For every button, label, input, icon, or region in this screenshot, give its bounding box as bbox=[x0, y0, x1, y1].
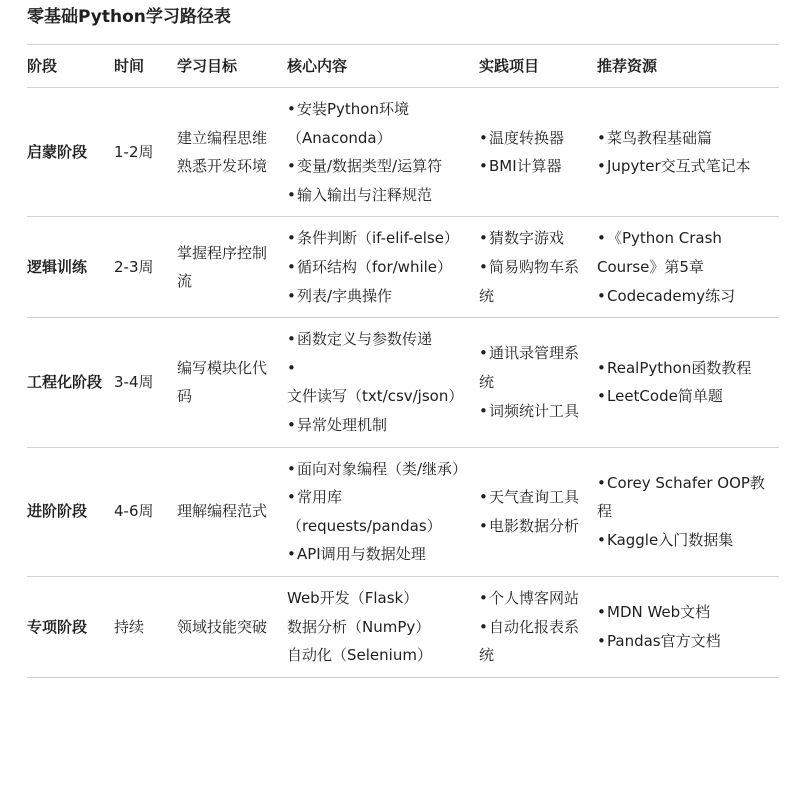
list-item bbox=[479, 124, 587, 153]
list-item-text: 常用库（requests/pandas） bbox=[287, 488, 442, 535]
list-item bbox=[479, 397, 587, 426]
list-item-text: 文件读写（txt/csv/json） bbox=[287, 387, 464, 406]
goals-cell bbox=[177, 217, 287, 318]
list-item bbox=[479, 483, 587, 512]
list-item-text: 循环结构（for/while） bbox=[297, 257, 453, 276]
list-item bbox=[597, 469, 769, 526]
bullet-icon: • bbox=[597, 358, 606, 377]
bullet-icon: • bbox=[597, 229, 606, 248]
list-item bbox=[177, 239, 277, 296]
list-item bbox=[287, 613, 469, 642]
table-body bbox=[27, 88, 779, 678]
projects-cell bbox=[479, 576, 597, 677]
list-item bbox=[177, 124, 277, 153]
list-item-text: 函数定义与参数传递 bbox=[297, 330, 433, 349]
table-row bbox=[27, 217, 779, 318]
list-item bbox=[479, 512, 587, 541]
goals-cell bbox=[177, 318, 287, 447]
list-item bbox=[177, 152, 277, 181]
list-item bbox=[597, 224, 769, 281]
time-cell: 2-3周 bbox=[114, 257, 154, 276]
list-item bbox=[597, 354, 769, 383]
header-row bbox=[27, 45, 779, 88]
content-cell bbox=[287, 576, 479, 677]
resources-cell bbox=[597, 447, 779, 576]
list-item-text: 输入输出与注释规范 bbox=[297, 185, 433, 204]
bullet-icon: • bbox=[479, 157, 488, 176]
list-item bbox=[597, 282, 769, 311]
bullet-icon: • bbox=[287, 545, 296, 564]
table-row bbox=[27, 318, 779, 447]
list-item-text: 猜数字游戏 bbox=[489, 229, 565, 248]
header-stage: 阶段 bbox=[27, 45, 114, 88]
list-item bbox=[287, 181, 469, 210]
list-item-text: 熟悉开发环境 bbox=[177, 157, 268, 176]
list-item-text: 建立编程思维 bbox=[177, 128, 268, 147]
bullet-icon: • bbox=[479, 344, 488, 363]
list-item-text: 自动化报表系统 bbox=[479, 617, 580, 665]
bullet-icon: • bbox=[287, 185, 296, 204]
list-item-text: 个人博客网站 bbox=[489, 588, 580, 607]
page-title: 零基础Python学习路径表 bbox=[27, 7, 231, 27]
list-item bbox=[287, 540, 469, 569]
time-cell: 3-4周 bbox=[114, 373, 154, 392]
list-item-text: LeetCode简单题 bbox=[607, 387, 723, 406]
list-item-text: Pandas官方文档 bbox=[607, 631, 721, 650]
content-cell bbox=[287, 447, 479, 576]
resources-cell bbox=[597, 318, 779, 447]
bullet-icon: • bbox=[479, 257, 488, 276]
bullet-icon: • bbox=[287, 100, 296, 118]
bullet-icon: • bbox=[597, 387, 606, 406]
list-item-text: Codecademy练习 bbox=[607, 286, 736, 305]
list-item bbox=[479, 584, 587, 613]
list-item-text: API调用与数据处理 bbox=[297, 545, 426, 564]
list-item bbox=[287, 354, 469, 411]
stage-cell: 工程化阶段 bbox=[27, 373, 103, 392]
list-item-text: 简易购物车系统 bbox=[479, 257, 580, 305]
list-item bbox=[479, 253, 587, 310]
list-item-text: 数据分析（NumPy） bbox=[287, 617, 431, 636]
list-item-text: 菜鸟教程基础篇 bbox=[607, 128, 713, 147]
bullet-icon: • bbox=[287, 459, 296, 478]
list-item bbox=[479, 152, 587, 181]
list-item-text: 变量/数据类型/运算符 bbox=[297, 157, 443, 176]
bullet-icon: • bbox=[287, 358, 296, 377]
list-item-text: BMI计算器 bbox=[489, 157, 562, 176]
table-row bbox=[27, 88, 779, 217]
bullet-icon: • bbox=[597, 631, 606, 650]
list-item bbox=[597, 382, 769, 411]
goals-cell bbox=[177, 447, 287, 576]
list-item bbox=[177, 497, 277, 526]
table-row bbox=[27, 576, 779, 677]
bullet-icon: • bbox=[479, 229, 488, 248]
list-item bbox=[479, 613, 587, 670]
list-item-text: 理解编程范式 bbox=[177, 502, 268, 521]
list-item bbox=[287, 224, 469, 253]
bullet-icon: • bbox=[479, 128, 488, 147]
list-item-text: 掌握程序控制流 bbox=[177, 243, 268, 291]
list-item-text: 编写模块化代码 bbox=[177, 358, 268, 406]
stage-cell: 进阶阶段 bbox=[27, 502, 88, 521]
list-item bbox=[597, 598, 769, 627]
header-time: 时间 bbox=[114, 45, 177, 88]
resources-cell bbox=[597, 88, 779, 217]
list-item bbox=[287, 483, 469, 540]
list-item-text: 词频统计工具 bbox=[489, 401, 580, 420]
list-item-text: 列表/字典操作 bbox=[297, 286, 393, 305]
list-item bbox=[287, 641, 469, 670]
bullet-icon: • bbox=[287, 488, 296, 507]
time-cell: 4-6周 bbox=[114, 502, 154, 521]
projects-cell bbox=[479, 217, 597, 318]
list-item-text: Web开发（Flask） bbox=[287, 588, 419, 607]
list-item bbox=[287, 455, 469, 484]
list-item-text: 天气查询工具 bbox=[489, 488, 580, 507]
bullet-icon: • bbox=[597, 128, 606, 147]
list-item bbox=[479, 224, 587, 253]
projects-cell bbox=[479, 318, 597, 447]
list-item-text: 《Python Crash Course》第5章 bbox=[597, 229, 722, 276]
list-item bbox=[287, 152, 469, 181]
list-item-text: 温度转换器 bbox=[489, 128, 565, 147]
header-goals: 学习目标 bbox=[177, 45, 287, 88]
bullet-icon: • bbox=[287, 229, 296, 248]
content-cell bbox=[287, 217, 479, 318]
list-item-text: RealPython函数教程 bbox=[607, 358, 752, 377]
list-item bbox=[287, 282, 469, 311]
list-item bbox=[597, 526, 769, 555]
bullet-icon: • bbox=[597, 286, 606, 305]
bullet-icon: • bbox=[597, 603, 606, 622]
bullet-icon: • bbox=[287, 415, 296, 434]
list-item-text: Kaggle入门数据集 bbox=[607, 531, 734, 550]
bullet-icon: • bbox=[479, 617, 488, 636]
list-item-text: 通讯录管理系统 bbox=[479, 344, 580, 392]
list-item bbox=[287, 325, 469, 354]
bullet-icon: • bbox=[479, 516, 488, 535]
list-item-text: 电影数据分析 bbox=[489, 516, 580, 535]
list-item-text: 自动化（Selenium） bbox=[287, 646, 432, 665]
list-item-text: 领域技能突破 bbox=[177, 617, 268, 636]
list-item-text: Jupyter交互式笔记本 bbox=[607, 157, 751, 176]
list-item-text: 面向对象编程（类/继承） bbox=[297, 459, 468, 478]
learning-path-table bbox=[27, 44, 779, 678]
bullet-icon: • bbox=[479, 488, 488, 507]
bullet-icon: • bbox=[287, 286, 296, 305]
goals-cell bbox=[177, 88, 287, 217]
list-item bbox=[597, 627, 769, 656]
list-item bbox=[287, 411, 469, 440]
list-item bbox=[287, 95, 469, 152]
resources-cell bbox=[597, 576, 779, 677]
list-item-text: 条件判断（if-elif-else） bbox=[297, 229, 459, 248]
stage-cell: 逻辑训练 bbox=[27, 257, 88, 276]
time-cell: 持续 bbox=[114, 617, 145, 636]
bullet-icon: • bbox=[597, 157, 606, 176]
header-resources: 推荐资源 bbox=[597, 45, 779, 88]
header-projects: 实践项目 bbox=[479, 45, 597, 88]
stage-cell: 启蒙阶段 bbox=[27, 142, 88, 161]
list-item bbox=[177, 613, 277, 642]
projects-cell bbox=[479, 88, 597, 217]
list-item bbox=[597, 152, 769, 181]
list-item-text: 异常处理机制 bbox=[297, 415, 388, 434]
time-cell: 1-2周 bbox=[114, 142, 154, 161]
goals-cell bbox=[177, 576, 287, 677]
projects-cell bbox=[479, 447, 597, 576]
stage-cell: 专项阶段 bbox=[27, 617, 88, 636]
bullet-icon: • bbox=[479, 588, 488, 607]
list-item bbox=[479, 339, 587, 396]
list-item bbox=[287, 584, 469, 613]
list-item-text: Corey Schafer OOP教程 bbox=[597, 473, 765, 521]
content-cell bbox=[287, 88, 479, 217]
list-item bbox=[177, 354, 277, 411]
header-content: 核心内容 bbox=[287, 45, 479, 88]
bullet-icon: • bbox=[287, 330, 296, 349]
table-row bbox=[27, 447, 779, 576]
list-item-text: MDN Web文档 bbox=[607, 603, 711, 622]
bullet-icon: • bbox=[597, 531, 606, 550]
list-item bbox=[597, 124, 769, 153]
bullet-icon: • bbox=[287, 157, 296, 176]
list-item bbox=[287, 253, 469, 282]
bullet-icon: • bbox=[479, 401, 488, 420]
content-cell bbox=[287, 318, 479, 447]
table-header bbox=[27, 45, 779, 88]
bullet-icon: • bbox=[287, 257, 296, 276]
bullet-icon: • bbox=[597, 473, 606, 492]
resources-cell bbox=[597, 217, 779, 318]
list-item-text: 安装Python环境（Anaconda） bbox=[287, 100, 409, 147]
